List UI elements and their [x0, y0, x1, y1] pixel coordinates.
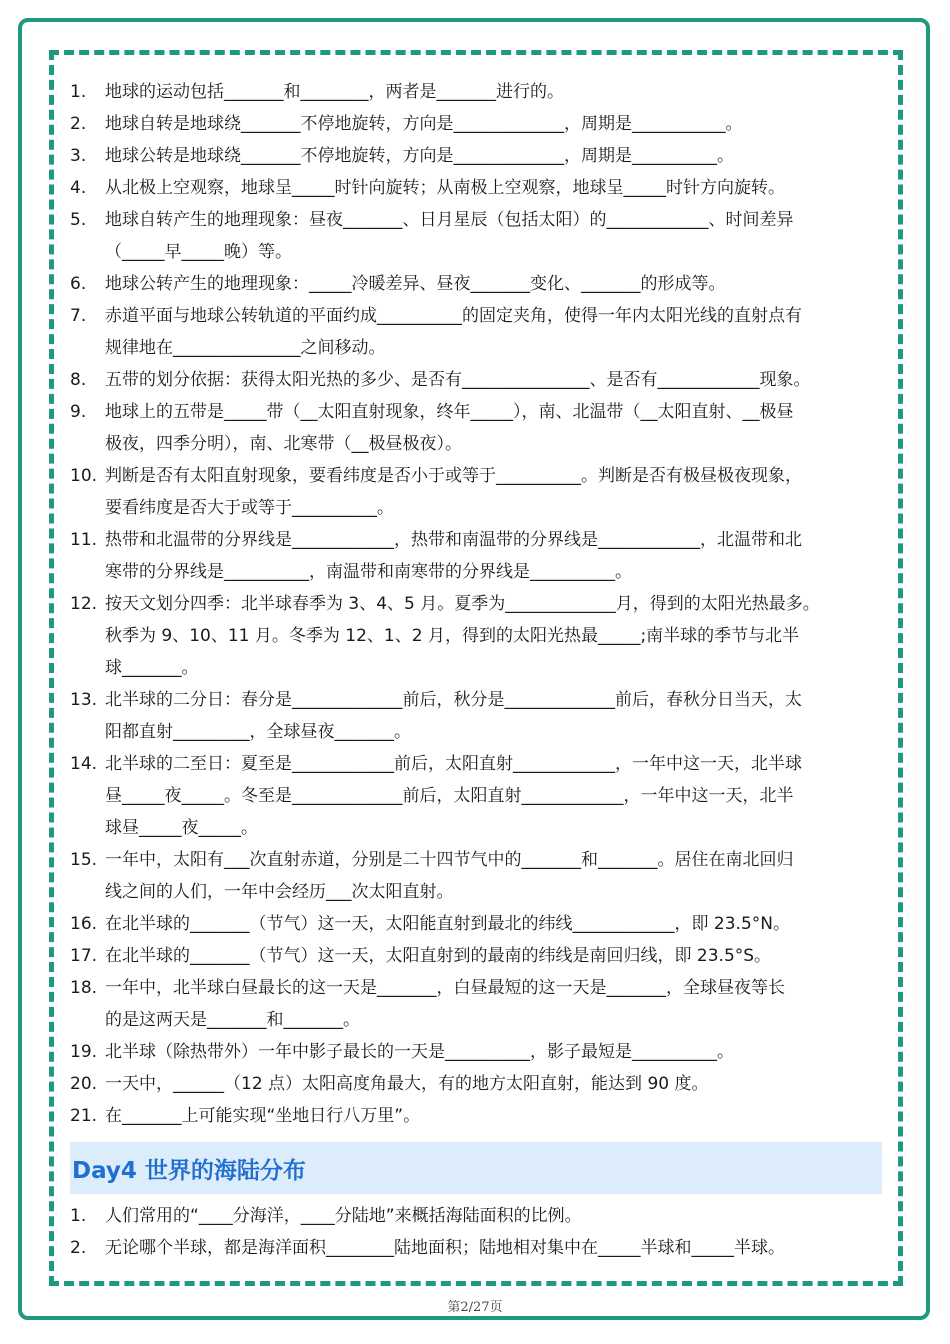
- question-line: [70, 620, 882, 652]
- question-line: [70, 364, 882, 396]
- question-line: [70, 524, 882, 556]
- question-number: 13.: [70, 690, 98, 710]
- question-number: [70, 1004, 105, 1036]
- question-number: 18.: [70, 978, 98, 998]
- question-line: [70, 940, 882, 972]
- worksheet-content: [70, 76, 882, 1264]
- question-number: 19.: [70, 1042, 98, 1062]
- question-number: [70, 332, 105, 364]
- question-text: 地球的运动包括_______和________，两者是_______进行的。: [105, 82, 564, 102]
- question-line: [70, 844, 882, 876]
- question-line: [70, 428, 882, 460]
- question-text: 在_______上可能实现“坐地日行八万里”。: [105, 1106, 421, 1126]
- question-line: [70, 396, 882, 428]
- question-number: [70, 812, 105, 844]
- question-line: [70, 204, 882, 236]
- question-text: 从北极上空观察，地球呈_____时针向旋转；从南极上空观察，地球呈_____时针方向旋转。: [105, 178, 785, 198]
- question-line: [70, 748, 882, 780]
- question-text: 按天文划分四季：北半球春季为 3、4、5 月。夏季为_____________月，得到的太阳光热最多。: [105, 594, 820, 614]
- question-line: [70, 1004, 882, 1036]
- question-line: [70, 716, 882, 748]
- question-text: 一年中，北半球白昼最长的这一天是_______，白昼最短的这一天是_______，全球昼夜等长: [105, 978, 785, 998]
- question-text: 判断是否有太阳直射现象，要看纬度是否小于或等于__________。判断是否有极昼极夜现象，: [105, 466, 802, 486]
- section-title: Day4 世界的海陆分布: [72, 1157, 306, 1184]
- question-line: [70, 300, 882, 332]
- question-text: 球昼_____夜_____。: [105, 818, 258, 838]
- question-text: 极夜，四季分明），南、北寒带（__极昼极夜）。: [105, 434, 462, 454]
- question-number: 14.: [70, 754, 98, 774]
- question-number: 1.: [70, 82, 87, 102]
- question-line: [70, 140, 882, 172]
- question-text: （_____早_____晚）等。: [105, 242, 292, 262]
- question-text: 地球自转是地球绕_______不停地旋转，方向是_____________，周期是___________。: [105, 114, 743, 134]
- question-text: 北半球（除热带外）一年中影子最长的一天是__________，影子最短是__________。: [105, 1042, 734, 1062]
- question-list: [70, 76, 882, 1132]
- question-number: 8.: [70, 370, 87, 390]
- question-number: 1.: [70, 1206, 87, 1226]
- question-number: [70, 556, 105, 588]
- question-line: [70, 492, 882, 524]
- question-number: 2.: [70, 114, 87, 134]
- question-number: 10.: [70, 466, 98, 486]
- question-number: 16.: [70, 914, 98, 934]
- question-text: 要看纬度是否大于或等于__________。: [105, 498, 394, 518]
- question-line: [70, 1232, 882, 1264]
- section-question-list: [70, 1200, 882, 1264]
- question-line: [70, 908, 882, 940]
- question-text: 球_______。: [105, 658, 199, 678]
- question-line: [70, 460, 882, 492]
- question-number: 20.: [70, 1074, 98, 1094]
- question-line: [70, 684, 882, 716]
- question-number: 12.: [70, 594, 98, 614]
- question-line: [70, 588, 882, 620]
- question-text: 寒带的分界线是__________，南温带和南寒带的分界线是__________。: [105, 562, 632, 582]
- question-number: 2.: [70, 1238, 87, 1258]
- question-text: 地球公转产生的地理现象：_____冷暖差异、昼夜_______变化、_______的形成等。: [105, 274, 726, 294]
- question-line: [70, 780, 882, 812]
- question-text: 热带和北温带的分界线是____________，热带和南温带的分界线是____________，北温带和北: [105, 530, 802, 550]
- question-number: 5.: [70, 210, 87, 230]
- question-number: [70, 652, 105, 684]
- question-line: [70, 1200, 882, 1232]
- question-number: [70, 492, 105, 524]
- question-text: 线之间的人们，一年中会经历___次太阳直射。: [105, 882, 454, 902]
- question-number: [70, 780, 105, 812]
- question-number: [70, 716, 105, 748]
- question-text: 在北半球的_______（节气）这一天，太阳直射到的最南的纬线是南回归线，即 23.5°S。: [105, 946, 772, 966]
- question-line: [70, 268, 882, 300]
- question-number: 17.: [70, 946, 98, 966]
- question-line: [70, 76, 882, 108]
- question-line: [70, 172, 882, 204]
- question-number: [70, 428, 105, 460]
- question-text: 北半球的二至日：夏至是____________前后，太阳直射____________，一年中这一天，北半球: [105, 754, 802, 774]
- question-number: 21.: [70, 1106, 98, 1126]
- question-number: [70, 236, 105, 268]
- question-number: 15.: [70, 850, 98, 870]
- question-line: [70, 332, 882, 364]
- question-text: 阳都直射_________，全球昼夜_______。: [105, 722, 411, 742]
- question-number: 9.: [70, 402, 87, 422]
- question-line: [70, 1036, 882, 1068]
- question-line: [70, 1100, 882, 1132]
- question-line: [70, 812, 882, 844]
- question-text: 五带的划分依据：获得太阳光热的多少、是否有_______________、是否有____________现象。: [105, 370, 811, 390]
- section-header: [70, 1142, 882, 1194]
- question-text: 的是这两天是_______和_______。: [105, 1010, 360, 1030]
- question-text: 地球上的五带是_____带（__太阳直射现象，终年_____），南、北温带（__太阳直射、__极昼: [105, 402, 794, 422]
- question-text: 地球公转是地球绕_______不停地旋转，方向是_____________，周期是__________。: [105, 146, 734, 166]
- question-text: 地球自转产生的地理现象：昼夜_______、日月星辰（包括太阳）的____________、时间差异: [105, 210, 794, 230]
- question-text: 在北半球的_______（节气）这一天，太阳能直射到最北的纬线____________，即 23.5°N。: [105, 914, 790, 934]
- question-line: [70, 108, 882, 140]
- question-text: 无论哪个半球，都是海洋面积________陆地面积；陆地相对集中在_____半球和_____半球。: [105, 1238, 785, 1258]
- question-line: [70, 972, 882, 1004]
- question-number: 11.: [70, 530, 98, 550]
- question-line: [70, 1068, 882, 1100]
- question-text: 秋季为 9、10、11 月。冬季为 12、1、2 月，得到的太阳光热最_____;南半球的季节与北半: [105, 626, 800, 646]
- question-number: 3.: [70, 146, 87, 166]
- question-number: 7.: [70, 306, 87, 326]
- question-line: [70, 876, 882, 908]
- question-text: 赤道平面与地球公转轨道的平面约成__________的固定夹角，使得一年内太阳光线的直射点有: [105, 306, 802, 326]
- page-number: 第2/27页: [447, 1300, 503, 1315]
- question-line: [70, 556, 882, 588]
- question-number: 4.: [70, 178, 87, 198]
- question-number: 6.: [70, 274, 87, 294]
- question-text: 一年中，太阳有___次直射赤道，分别是二十四节气中的_______和_______。居住在南北回归: [105, 850, 794, 870]
- question-text: 北半球的二分日：春分是_____________前后，秋分是_____________前后，春秋分日当天，太: [105, 690, 802, 710]
- question-text: 一天中，______（12 点）太阳高度角最大，有的地方太阳直射，能达到 90 度。: [105, 1074, 709, 1094]
- question-number: [70, 876, 105, 908]
- question-text: 人们常用的“____分海洋，____分陆地”来概括海陆面积的比例。: [105, 1206, 582, 1226]
- question-text: 昼_____夜_____。冬至是_____________前后，太阳直射____________，一年中这一天，北半: [105, 786, 794, 806]
- question-text: 规律地在_______________之间移动。: [105, 338, 386, 358]
- question-line: [70, 652, 882, 684]
- question-line: [70, 236, 882, 268]
- question-number: [70, 620, 105, 652]
